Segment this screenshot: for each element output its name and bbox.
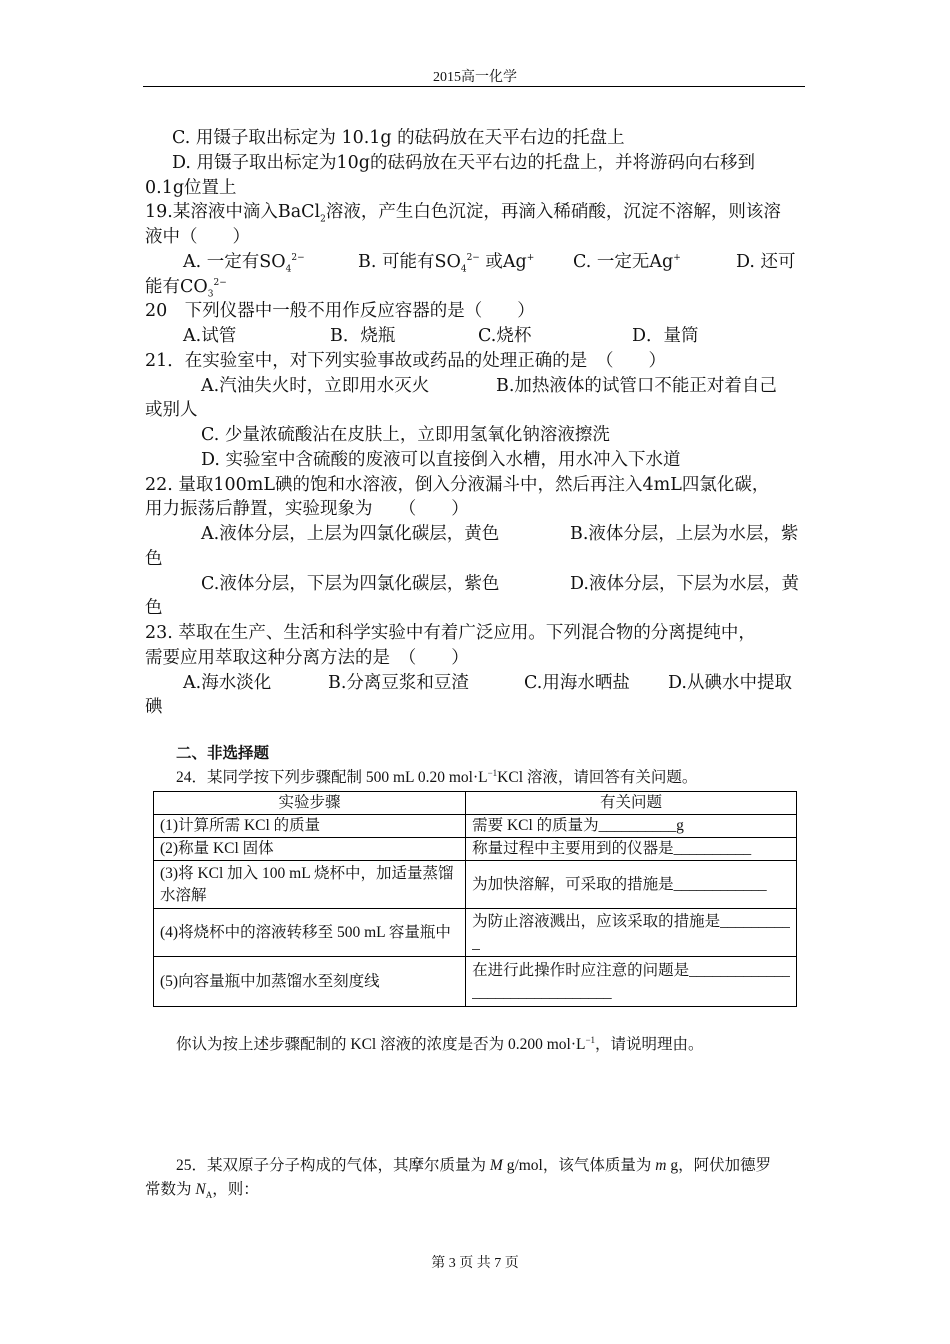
q21-option-c: C. 少量浓硫酸沾在皮肤上，立即用氢氧化钠溶液擦洗 — [201, 425, 610, 445]
q23-option-d-line1: D.从碘水中提取 — [668, 673, 792, 693]
q23-option-b: B.分离豆浆和豆渣 — [328, 673, 469, 693]
q19-stem-line2: 液中（ ） — [145, 227, 250, 247]
table-cell-issue: 在进行此操作时应注意的问题是_______________________________ — [466, 957, 797, 1007]
q23-stem-line2: 需要应用萃取这种分离方法的是 （ ） — [145, 648, 469, 668]
q19-stem-line1: 19.某溶液中滴入BaCl$_2$溶液，产生白色沉淀，再滴入稀硝酸，沉淀不溶解，则该溶 — [145, 202, 781, 225]
q22-option-d-line1: D.液体分层，下层为水层，黄 — [570, 574, 799, 594]
q21-option-b-line1: B.加热液体的试管口不能正对着自己 — [496, 376, 777, 396]
q20-option-b: B．烧瓶 — [330, 326, 396, 346]
page-header: 2015高一化学 — [433, 70, 517, 85]
table-row — [154, 909, 797, 957]
section-title: 二、非选择题 — [176, 745, 270, 762]
table-header-issues: 有关问题 — [466, 792, 797, 815]
q25-stem-line2: 常数为 $N_A$，则： — [145, 1181, 259, 1201]
header-divider — [143, 86, 805, 87]
table-row — [154, 957, 797, 1007]
q22-stem-line1: 22. 量取100mL碘的饱和水溶液，倒入分液漏斗中，然后再注入4mL四氯化碳， — [145, 475, 770, 495]
q23-option-c: C.用海水晒盐 — [524, 673, 630, 693]
q23-stem-line1: 23. 萃取在生产、生活和科学实验中有着广泛应用。下列混合物的分离提纯中， — [145, 623, 756, 643]
q19-option-c: C. 一定无Ag+ — [573, 252, 681, 272]
q18-option-c: C. 用镊子取出标定为 10.1g 的砝码放在天平右边的托盘上 — [172, 128, 625, 148]
q23-option-d-line2: 碘 — [145, 697, 163, 717]
q19-option-a: A. 一定有$SO_4^{2-}$ — [183, 252, 305, 275]
table-cell-step: (5)向容量瓶中加蒸馏水至刻度线 — [154, 957, 466, 1007]
table-cell-issue: 称量过程中主要用到的仪器是__________ — [466, 838, 797, 861]
table-cell-step: (4)将烧杯中的溶液转移至 500 mL 容量瓶中 — [154, 909, 466, 957]
q20-stem: 20 下列仪器中一般不用作反应容器的是（ ） — [145, 301, 535, 321]
q21-option-b-line2: 或别人 — [145, 400, 198, 420]
q19-option-b: B. 可能有$SO_4^{2-}$ 或Ag+ — [358, 252, 535, 275]
q22-option-a: A.液体分层，上层为四氯化碳层，黄色 — [201, 524, 500, 544]
q22-option-c: C.液体分层，下层为四氯化碳层，紫色 — [201, 574, 500, 594]
q19-option-d-line2: 能有$CO_3^{2-}$ — [145, 277, 227, 300]
q18-option-d-line2: 0.1g位置上 — [145, 178, 237, 198]
q20-option-c: C.烧杯 — [478, 326, 532, 346]
q19-option-d-line1: D. 还可 — [736, 252, 796, 272]
table-row — [154, 815, 797, 838]
q24-stem: 24．某同学按下列步骤配制 500 mL 0.20 $mol\cdot L^{-1}KCl$ 溶液，请回答有关问题。 — [176, 767, 698, 786]
page-footer: 第 3 页 共 7 页 — [431, 1256, 519, 1271]
table-row — [154, 861, 797, 909]
q22-option-b-line1: B.液体分层，上层为水层，紫 — [570, 524, 799, 544]
q20-option-a: A.试管 — [183, 326, 237, 346]
q21-option-d: D. 实验室中含硫酸的废液可以直接倒入水槽，用水冲入下水道 — [201, 450, 681, 470]
q24-followup: 你认为按上述步骤配制的 KCl 溶液的浓度是否为 0.200 $mol\cdot L^{-1}$，请说明理由。 — [176, 1034, 704, 1053]
table-cell-issue: 为加快溶解，可采取的措施是____________ — [466, 861, 797, 909]
q23-option-a: A.海水淡化 — [183, 673, 272, 693]
q22-option-b-line2: 色 — [145, 549, 163, 569]
q18-option-d-line1: D. 用镊子取出标定为10g的砝码放在天平右边的托盘上，并将游码向右移到 — [172, 153, 756, 173]
table-header-steps: 实验步骤 — [154, 792, 466, 815]
table-cell-issue: 为防止溶液溅出，应该采取的措施是__________ — [466, 909, 797, 957]
q21-stem: 21．在实验室中，对下列实验事故或药品的处理正确的是 （ ） — [145, 351, 667, 371]
table-cell-step: (2)称量 KCl 固体 — [154, 838, 466, 861]
q21-option-a: A.汽油失火时，立即用水灭火 — [201, 376, 430, 396]
table-cell-issue: 需要 KCl 的质量为__________g — [466, 815, 797, 838]
q22-option-d-line2: 色 — [145, 598, 163, 618]
table-cell-step: (3)将 KCl 加入 100 mL 烧杯中，加适量蒸馏水溶解 — [154, 861, 466, 909]
table-cell-step: (1)计算所需 KCl 的质量 — [154, 815, 466, 838]
q22-stem-line2: 用力振荡后静置，实验现象为 （ ） — [145, 499, 469, 519]
table-row — [154, 838, 797, 861]
q20-option-d: D．量筒 — [632, 326, 699, 346]
q24-table — [153, 791, 797, 1007]
q25-stem-line1: 25．某双原子分子构成的气体，其摩尔质量为 M g/mol，该气体质量为 m g，阿伏加德罗 — [176, 1157, 772, 1174]
